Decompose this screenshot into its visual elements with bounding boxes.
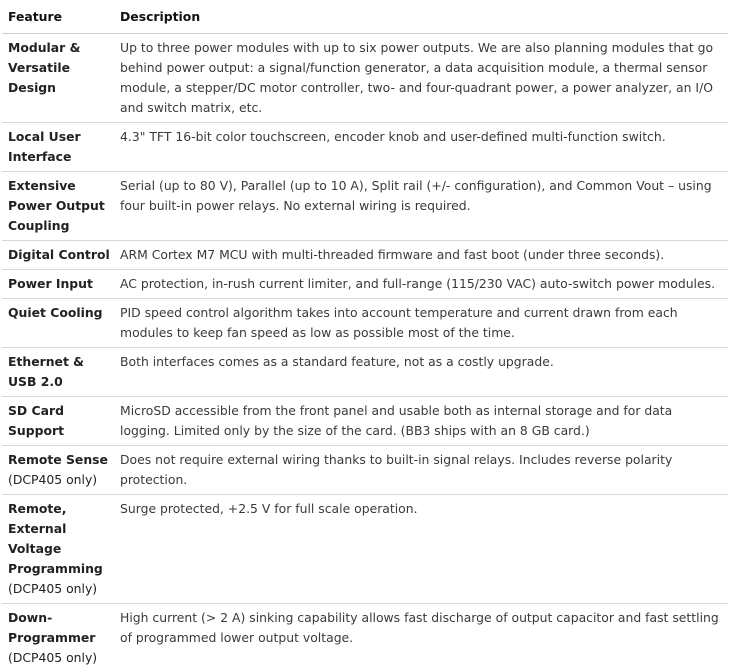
feature-name: Quiet Cooling bbox=[8, 303, 112, 323]
description-cell: Up to three power modules with up to six power outputs. We are also planning modules that go behind power output: a signal/function generator, a data acquisition module, a thermal sensor module, a stepper/DC motor controller, two- and four-quadrant power, a power analyzer, an I/O and switch matrix, etc. bbox=[118, 34, 728, 123]
table-row bbox=[2, 446, 728, 495]
feature-name: Power Input bbox=[8, 274, 112, 294]
description-cell: 4.3" TFT 16-bit color touchscreen, encoder knob and user-defined multi-function switch. bbox=[118, 123, 728, 172]
table-row bbox=[2, 604, 728, 672]
feature-cell bbox=[2, 348, 118, 397]
feature-name: Digital Control bbox=[8, 245, 112, 265]
feature-cell bbox=[2, 604, 118, 672]
feature-name: Down-Programmer bbox=[8, 608, 112, 648]
description-cell: Does not require external wiring thanks to built-in signal relays. Includes reverse polarity protection. bbox=[118, 446, 728, 495]
table-row bbox=[2, 34, 728, 123]
feature-name: Extensive Power Output Coupling bbox=[8, 176, 112, 236]
feature-note: (DCP405 only) bbox=[8, 648, 112, 668]
feature-cell bbox=[2, 241, 118, 270]
table-row bbox=[2, 348, 728, 397]
feature-cell bbox=[2, 495, 118, 604]
description-cell: AC protection, in-rush current limiter, and full-range (115/230 VAC) auto-switch power modules. bbox=[118, 270, 728, 299]
feature-table bbox=[2, 0, 728, 672]
feature-cell bbox=[2, 34, 118, 123]
table-header-row bbox=[2, 0, 728, 34]
feature-name: Ethernet & USB 2.0 bbox=[8, 352, 112, 392]
feature-name: Modular & Versatile Design bbox=[8, 38, 112, 98]
table-row bbox=[2, 495, 728, 604]
feature-name: Remote Sense bbox=[8, 450, 112, 470]
description-cell: High current (> 2 A) sinking capability allows fast discharge of output capacitor and fast settling of programmed lower output voltage. bbox=[118, 604, 728, 672]
table-body bbox=[2, 34, 728, 672]
description-cell: PID speed control algorithm takes into account temperature and current drawn from each modules to keep fan speed as low as possible most of the time. bbox=[118, 299, 728, 348]
feature-cell bbox=[2, 446, 118, 495]
feature-cell bbox=[2, 270, 118, 299]
description-cell: Both interfaces comes as a standard feature, not as a costly upgrade. bbox=[118, 348, 728, 397]
header-feature: Feature bbox=[2, 0, 118, 34]
table-row bbox=[2, 241, 728, 270]
description-cell: Serial (up to 80 V), Parallel (up to 10 A), Split rail (+/- configuration), and Common Vout – using four built-in power relays. No external wiring is required. bbox=[118, 172, 728, 241]
table-row bbox=[2, 172, 728, 241]
table-row bbox=[2, 270, 728, 299]
table-row bbox=[2, 299, 728, 348]
feature-cell bbox=[2, 123, 118, 172]
description-cell: ARM Cortex M7 MCU with multi-threaded firmware and fast boot (under three seconds). bbox=[118, 241, 728, 270]
feature-cell bbox=[2, 172, 118, 241]
feature-note: (DCP405 only) bbox=[8, 470, 112, 490]
feature-note: (DCP405 only) bbox=[8, 579, 112, 599]
feature-name: Remote, External Voltage Programming bbox=[8, 499, 112, 579]
feature-name: SD Card Support bbox=[8, 401, 112, 441]
table-row bbox=[2, 123, 728, 172]
table-row bbox=[2, 397, 728, 446]
feature-name: Local User Interface bbox=[8, 127, 112, 167]
feature-cell bbox=[2, 299, 118, 348]
description-cell: MicroSD accessible from the front panel and usable both as internal storage and for data logging. Limited only by the size of the card. (BB3 ships with an 8 GB card.) bbox=[118, 397, 728, 446]
feature-cell bbox=[2, 397, 118, 446]
description-cell: Surge protected, +2.5 V for full scale operation. bbox=[118, 495, 728, 604]
header-description: Description bbox=[118, 0, 728, 34]
